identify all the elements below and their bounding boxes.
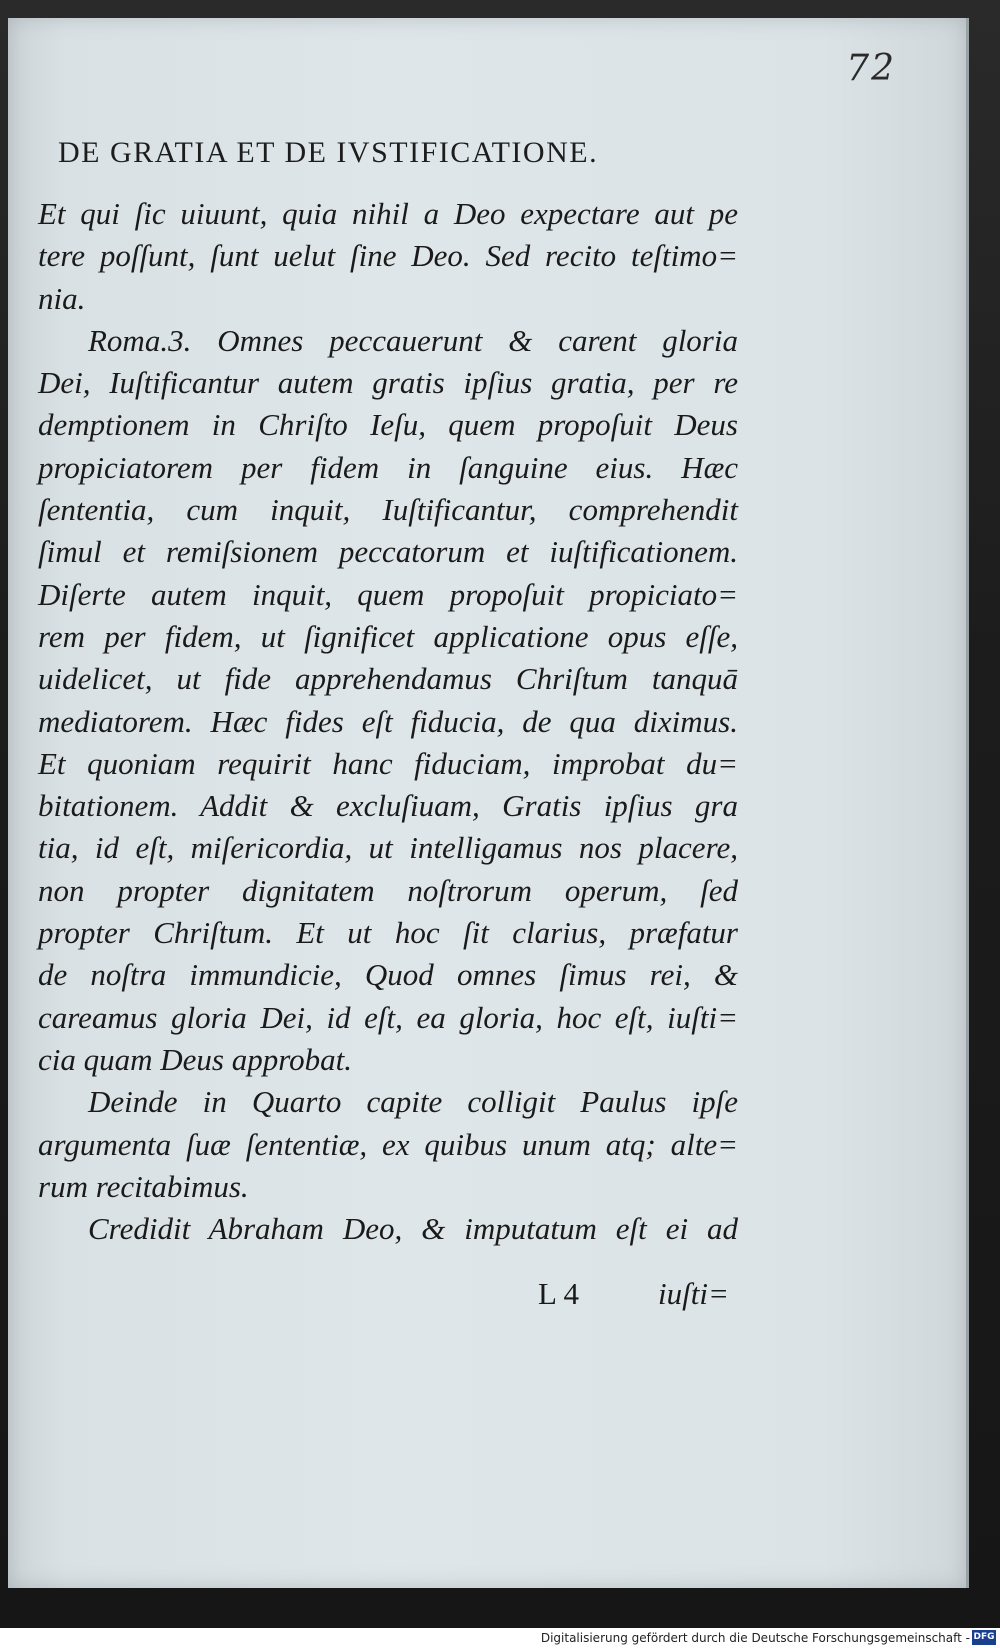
text-line: tere poſſunt, ſunt uelut ſine Deo. Sed recito teſtimo= (38, 238, 738, 274)
text-line: rem per fidem, ut ſignificet applicatione opus eſſe, (38, 618, 738, 654)
digitization-footer (0, 1628, 1000, 1648)
text-line: mediatorem. Hæc fides eſt fiducia, de qua diximus. (38, 703, 738, 739)
catchword: iuſti= (658, 1276, 729, 1311)
page-foot (38, 1276, 738, 1318)
text-line: nia. (38, 280, 86, 316)
signature-mark: L 4 (538, 1276, 580, 1311)
text-line: cia quam Deus approbat. (38, 1041, 352, 1077)
text-line: bitationem. Addit & excluſiuam, Gratis ipſius gra (38, 788, 738, 824)
text-line: Et quoniam requirit hanc fiduciam, improbat du= (38, 745, 738, 781)
body-text (38, 193, 738, 1250)
text-line: Et qui ſic uiuunt, quia nihil a Deo expectare aut pe (38, 196, 738, 231)
text-line: argumenta ſuæ ſententiæ, ex quibus unum atq; alte= (38, 1126, 738, 1162)
text-line: Diſerte autem inquit, quem propoſuit propiciato= (38, 576, 738, 612)
page-number: 72 (846, 48, 896, 89)
text-line: tia, id eſt, miſericordia, ut intelligamus nos placere, (38, 830, 738, 866)
text-line: demptionem in Chriſto Ieſu, quem propoſuit Deus (38, 407, 738, 443)
text-line: careamus gloria Dei, id eſt, ea gloria, hoc eſt, iuſti= (38, 999, 738, 1035)
text-line: propter Chriſtum. Et ut hoc ſit clarius, præfatur (38, 915, 738, 951)
text-line: uidelicet, ut fide apprehendamus Chriſtum tanquā (38, 661, 738, 697)
running-head: DE GRATIA ET DE IVSTIFICATIONE. (58, 136, 599, 169)
dfg-logo-icon: DFG (972, 1630, 996, 1645)
text-line: propiciatorem per fidem in ſanguine eius. Hæc (38, 449, 738, 485)
book-page (8, 18, 969, 1588)
text-line: Dei, Iuſtificantur autem gratis ipſius gratia, per re (38, 365, 738, 401)
text-line: de noſtra immundicie, Quod omnes ſimus rei, & (38, 957, 738, 993)
text-line: ſimul et remiſsionem peccatorum et iuſtificationem. (38, 534, 738, 570)
text-line: Roma.3. Omnes peccauerunt & carent gloria (88, 322, 738, 358)
text-line: Deinde in Quarto capite colligit Paulus ipſe (88, 1084, 738, 1120)
funding-credit: Digitalisierung gefördert durch die Deutsche Forschungsgemeinschaft - (540, 1631, 970, 1645)
text-line: rum recitabimus. (38, 1168, 249, 1204)
text-line: non propter dignitatem noſtrorum operum, ſed (38, 872, 738, 908)
text-line: ſententia, cum inquit, Iuſtificantur, comprehendit (38, 492, 738, 528)
text-line: Credidit Abraham Deo, & imputatum eſt ei ad (88, 1211, 738, 1247)
